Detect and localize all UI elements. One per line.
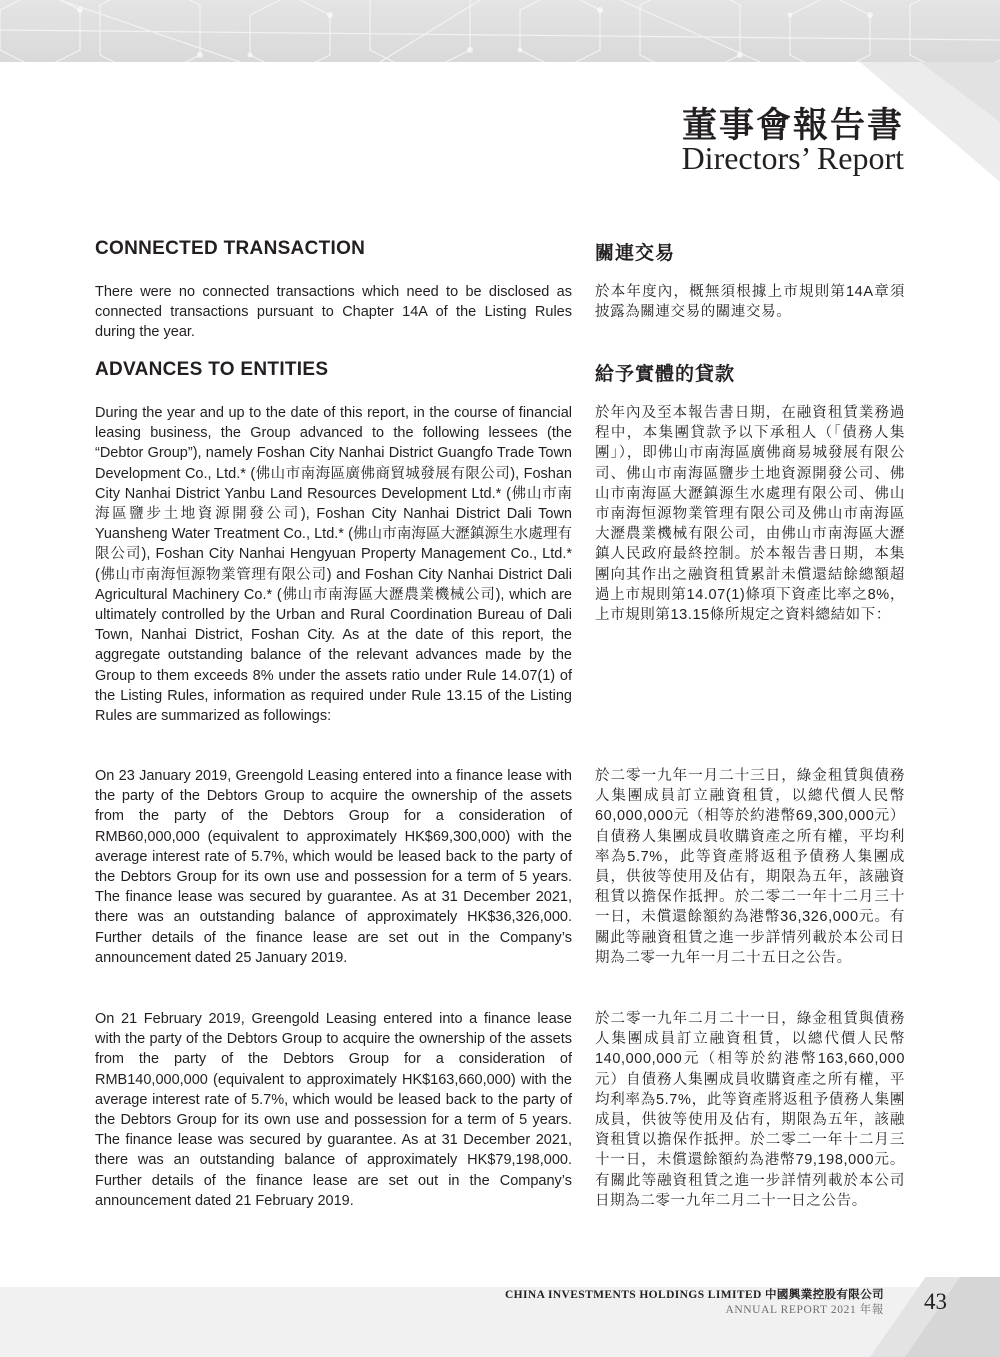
advances-intro-zh: 於年內及至本報告書日期，在融資租賃業務過程中，本集團貸款予以下承租人（「債務人集團」），即佛山市南海區廣佛商易城發展有限公司、佛山市南海區鹽步土地資源開發公司、佛山市南海區大瀝鎮源生水處理有限公司、佛山市南海恒源物業管理有限公司及佛山市南海區大瀝農業機械有限公司，由佛山市南海區大瀝鎮人民政府最終控制。於本報告書日期，本集團向其作出之融資租賃累計未償還結餘總額超過上市規則第14.07(1)條項下資產比率之8%，上市規則第13.15條所規定之資料總結如下：: [595, 405, 905, 624]
hexagon-pattern-graphic: [0, 0, 1000, 62]
heading-advances-zh: 給予實體的貸款: [595, 364, 736, 385]
header-banner: [0, 0, 1000, 62]
footer-report-label: ANNUAL REPORT 2021 年報: [725, 1304, 884, 1316]
advances-intro-en: During the year and up to the date of this report, in the course of financial leasing business, the Group advanced to the following lessees (the “Debtor Group”), namely Foshan City Nanhai District Guangfo Trade Town Development Co., Ltd.* (佛山市南海區廣佛商貿城發展有限公司), Foshan City Nanhai District Yanbu Land Resources Development Ltd.* (佛山市南海區鹽步土地資源開發公司), Foshan City Nanhai District Dali Town Yuansheng Water Treatment Co., Ltd.* (佛山市南海區大瀝鎮源生水處理有限公司), Foshan City Nanhai Hengyuan Property Management Co., Ltd.* (佛山市南海恒源物業管理有限公司) and Foshan City Nanhai District Dali Agricultural Machinery Co.* (佛山市南海區大瀝農業機械公司), which are ultimately controlled by the Urban and Rural Coordination Bureau of Dali Town, Nanhai District, Foshan City. As at the date of this report, the aggregate outstanding balance of the relevant advances made by the Group to them exceeds 8% under the assets ratio under Rule 14.07(1) of the Listing Rules, information as required under Rule 13.15 of the Listing Rules are summarized as followings:: [95, 405, 572, 725]
connected-transaction-text-en: There were no connected transactions which need to be disclosed as connected transactions pursuant to Chapter 14A of the Listing Rules during the year.: [95, 284, 572, 341]
connected-transaction-text-zh: 於本年度內，概無須根據上市規則第14A章須披露為關連交易的關連交易。: [595, 284, 905, 321]
heading-connected-transaction-en: CONNECTED TRANSACTION: [95, 238, 366, 259]
finance-lease-paragraph-2-zh: 於二零一九年二月二十一日，綠金租賃與債務人集團成員訂立融資租賃，以總代價人民幣140,000,000元（相等於約港幣163,660,000元）自債務人集團成員收購資產之所有權，平均利率為5.7%，此等資產將返租予債務人集團成員，供彼等使用及佔有，期限為五年，該融資租賃以擔保作抵押。於二零二一年十二月三十一日，未償還餘額約為港幣79,198,000元。有關此等融資租賃之進一步詳情列載於本公司日期為二零一九年二月二十一日之公告。: [595, 1011, 905, 1209]
finance-lease-paragraph-1-zh: 於二零一九年一月二十三日，綠金租賃與債務人集團成員訂立融資租賃，以總代價人民幣60,000,000元（相等於約港幣69,300,000元）自債務人集團成員收購資產之所有權，平均利率為5.7%，此等資產將返租予債務人集團成員，供彼等使用及佔有，期限為五年，該融資租賃以擔保作抵押。於二零二一年十二月三十一日，未償還餘額約為港幣36,326,000元。有關此等融資租賃之進一步詳情列載於本公司日期為二零一九年一月二十五日之公告。: [595, 768, 905, 966]
page-number: 43: [924, 1289, 947, 1314]
finance-lease-paragraph-2-en: On 21 February 2019, Greengold Leasing entered into a finance lease with the party of the Debtors Group to acquire the ownership of the assets from the party of the Debtors Group for a consideration of RMB140,000,000 (equivalent to approximately HK$163,660,000) with the average interest rate of 5.7%, which would be leased back to the party of the Debtors Group for its own use and possession for a term of 5 years. The finance lease was secured by guarantee. As at 31 December 2021, there was an outstanding balance of approximately HK$79,198,000. Further details of the finance lease are set out in the Company’s announcement dated 21 February 2019.: [95, 1011, 572, 1209]
footer-company-name: CHINA INVESTMENTS HOLDINGS LIMITED 中國興業控股有限公司: [504, 1289, 884, 1301]
page-title-en: Directors’ Report: [681, 140, 904, 176]
heading-advances-en: ADVANCES TO ENTITIES: [95, 359, 329, 380]
heading-connected-transaction-zh: 關連交易: [595, 243, 676, 264]
finance-lease-paragraph-1-en: On 23 January 2019, Greengold Leasing entered into a finance lease with the party of the Debtors Group to acquire the ownership of the assets from the party of the Debtors Group for a consideration of RMB60,000,000 (equivalent to approximately HK$69,300,000) with the average interest rate of 5.7%, which would be leased back to the party of the Debtors Group for its own use and possession for a term of 5 years. The finance lease was secured by guarantee. As at 31 December 2021, there was an outstanding balance of approximately HK$36,326,000. Further details of the finance lease are set out in the Company’s announcement dated 25 January 2019.: [95, 768, 572, 966]
page-title-zh: 董事會報告書: [681, 105, 904, 146]
